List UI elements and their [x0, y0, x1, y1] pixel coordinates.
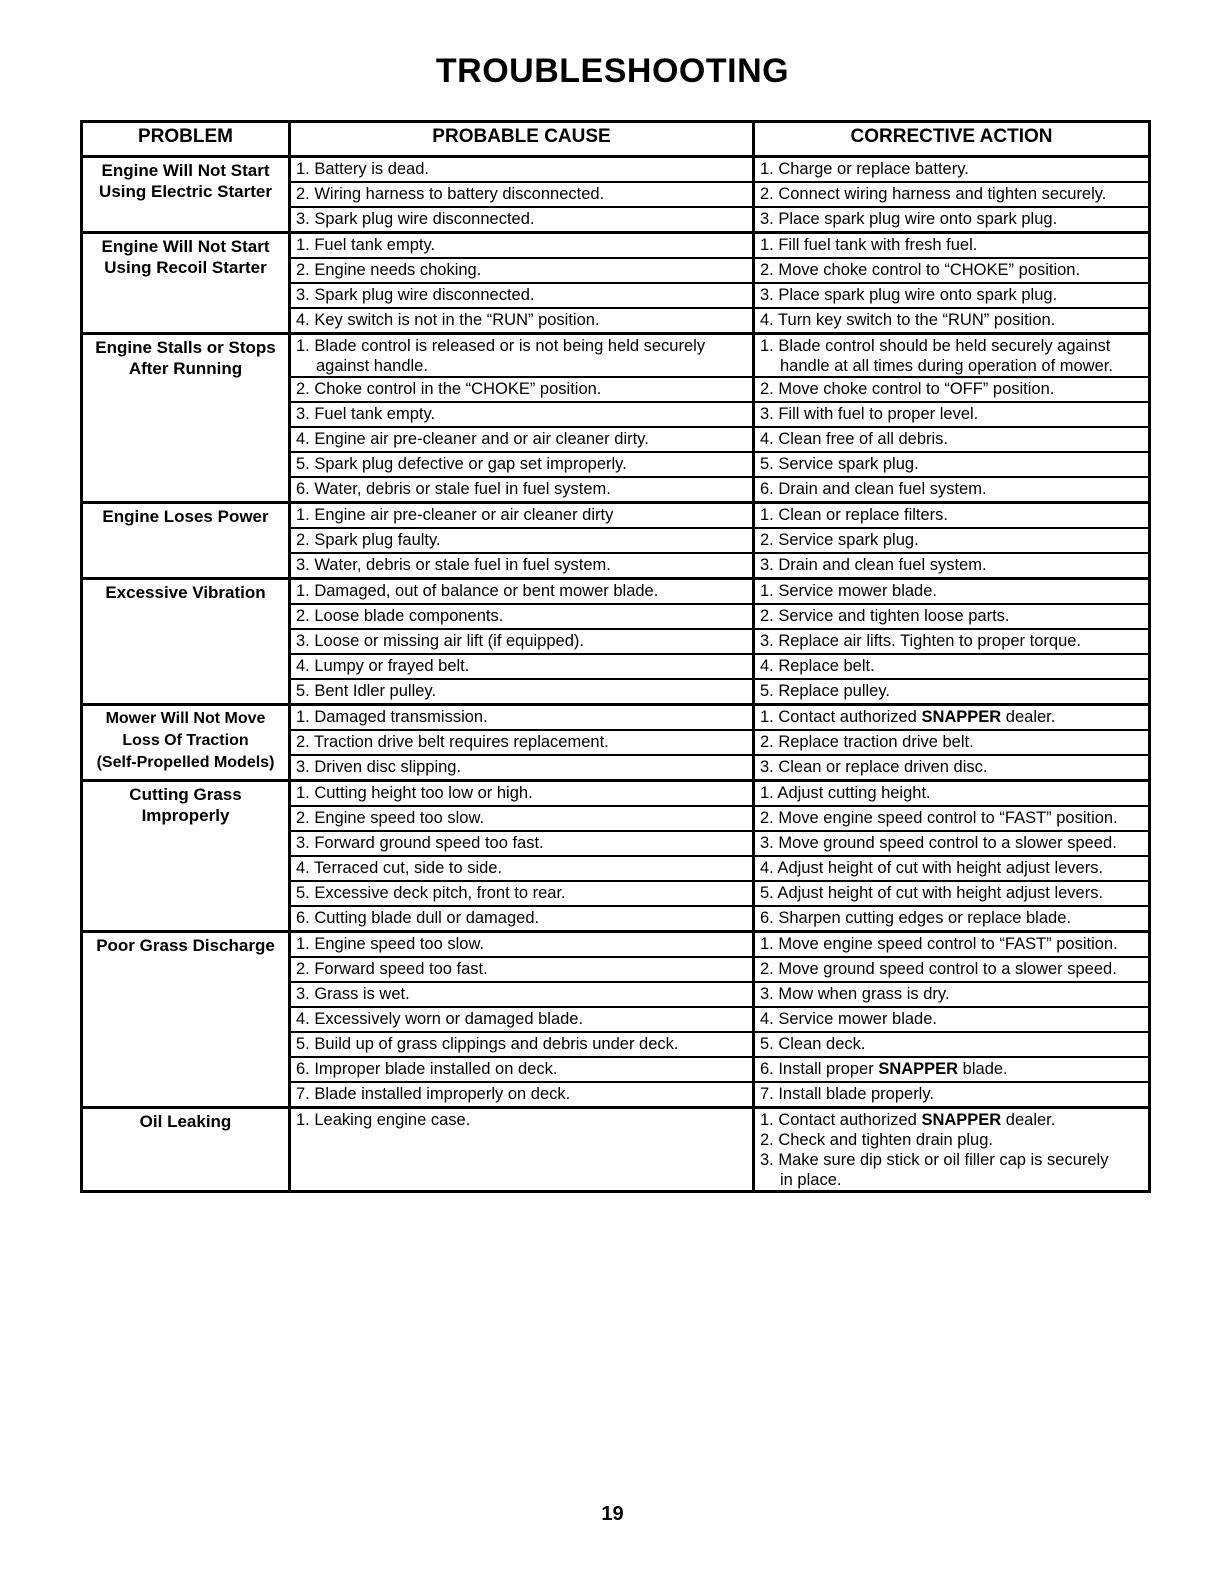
- corrective-action-text: 2. Move engine speed control to “FAST” position.: [760, 809, 1118, 827]
- corrective-action-text: 4. Service mower blade.: [760, 1010, 937, 1028]
- probable-cause-cell: [291, 907, 755, 930]
- corrective-action-text: [760, 706, 1148, 729]
- probable-cause-cell: [291, 857, 755, 880]
- corrective-action-text: 2. Connect wiring harness and tighten securely.: [760, 185, 1107, 203]
- corrective-action-text: 1. Fill fuel tank with fresh fuel.: [760, 236, 978, 254]
- page-number: 19: [601, 1503, 624, 1525]
- probable-cause-text: 4. Engine air pre-cleaner and or air cleaner dirty.: [296, 430, 649, 448]
- corrective-action-text: 6. Drain and clean fuel system.: [760, 480, 987, 498]
- probable-cause-cell: [291, 680, 755, 703]
- table-row: [291, 706, 1148, 731]
- corrective-action-prefix: 6. Install proper: [760, 1060, 879, 1078]
- corrective-action-text: 3. Mow when grass is dry.: [760, 985, 950, 1003]
- corrective-action-text: 3. Place spark plug wire onto spark plug.: [760, 286, 1058, 304]
- problem-label-line: Mower Will Not Move: [105, 710, 266, 727]
- corrective-action-cell: [755, 655, 1148, 678]
- problem-label-line: Loss Of Traction: [122, 732, 249, 749]
- problem-label-line: Cutting Grass: [129, 785, 242, 804]
- probable-cause-cell: [291, 554, 755, 577]
- table-row: [291, 259, 1148, 284]
- problem-label-line: Engine Stalls or Stops: [95, 338, 276, 357]
- corrective-action-cell: [755, 580, 1148, 603]
- problem-group: [83, 335, 1148, 504]
- table-row: [291, 529, 1148, 554]
- table-row: [291, 378, 1148, 403]
- problem-group: [83, 1109, 1148, 1190]
- corrective-action-text: 1. Charge or replace battery.: [760, 160, 969, 178]
- problem-label-line: Using Recoil Starter: [104, 258, 267, 277]
- problem-label: [83, 580, 291, 703]
- corrective-action-cell: [755, 1083, 1148, 1106]
- corrective-action-cell: [755, 857, 1148, 880]
- cause-action-list: [291, 782, 1148, 930]
- table-row: [291, 504, 1148, 529]
- cause-action-list: [291, 504, 1148, 577]
- table-row: [291, 807, 1148, 832]
- cause-action-list: [291, 1109, 1148, 1190]
- probable-cause-text: 4. Excessively worn or damaged blade.: [296, 1010, 584, 1028]
- corrective-action-text: 2. Check and tighten drain plug.: [760, 1131, 993, 1149]
- problem-group: [83, 158, 1148, 234]
- problem-label: [83, 933, 291, 1106]
- probable-cause-text: 2. Loose blade components.: [296, 607, 504, 625]
- table-row: [291, 453, 1148, 478]
- table-row: [291, 907, 1148, 930]
- corrective-action-cell: [755, 478, 1148, 501]
- corrective-action-text: 6. Sharpen cutting edges or replace blade.: [760, 909, 1071, 927]
- cause-action-list: [291, 706, 1148, 779]
- probable-cause-cell: [291, 756, 755, 779]
- probable-cause-cell: [291, 428, 755, 451]
- corrective-action-text: 3. Clean or replace driven disc.: [760, 758, 988, 776]
- corrective-action-text: 5. Adjust height of cut with height adjust levers.: [760, 884, 1104, 902]
- corrective-action-text: 3. Place spark plug wire onto spark plug.: [760, 210, 1058, 228]
- corrective-action-cell: [755, 335, 1148, 376]
- problem-label: [83, 1109, 291, 1190]
- problem-label: [83, 782, 291, 930]
- probable-cause-cell: [291, 832, 755, 855]
- corrective-action-cell: [755, 807, 1148, 830]
- table-row: [291, 309, 1148, 332]
- probable-cause-cell: [291, 630, 755, 653]
- probable-cause-cell: [291, 1033, 755, 1056]
- probable-cause-cell: [291, 478, 755, 501]
- table-row: [291, 983, 1148, 1008]
- corrective-action-text: 5. Service spark plug.: [760, 455, 919, 473]
- brand-name: SNAPPER: [921, 708, 1002, 726]
- problem-label-line: Using Electric Starter: [99, 182, 272, 201]
- probable-cause-text: 7. Blade installed improperly on deck.: [296, 1085, 571, 1103]
- corrective-action-text: 5. Clean deck.: [760, 1035, 866, 1053]
- probable-cause-cell: [291, 1058, 755, 1081]
- problem-label-line: After Running: [128, 359, 243, 378]
- corrective-action-suffix: blade.: [958, 1060, 1008, 1078]
- probable-cause-cell: [291, 529, 755, 552]
- corrective-action-cell: [755, 309, 1148, 332]
- probable-cause-cell: [291, 958, 755, 981]
- corrective-action-text: 3. Fill with fuel to proper level.: [760, 405, 979, 423]
- probable-cause-text: 2. Choke control in the “CHOKE” position.: [296, 380, 602, 398]
- probable-cause-text: 3. Spark plug wire disconnected.: [296, 286, 535, 304]
- corrective-action-text: 1. Clean or replace filters.: [760, 506, 949, 524]
- probable-cause-text: 2. Engine needs choking.: [296, 261, 482, 279]
- corrective-action-text: 3. Drain and clean fuel system.: [760, 556, 987, 574]
- probable-cause-text: 4. Lumpy or frayed belt.: [296, 657, 470, 675]
- problem-group: [83, 504, 1148, 580]
- corrective-action-text: 5. Replace pulley.: [760, 682, 890, 700]
- probable-cause-text: 4. Terraced cut, side to side.: [296, 859, 503, 877]
- probable-cause-text: 3. Forward ground speed too fast.: [296, 834, 544, 852]
- problem-group: [83, 933, 1148, 1109]
- problem-group: [83, 706, 1148, 782]
- probable-cause-text-cont: against handle.: [316, 357, 428, 375]
- problem-label-line: Oil Leaking: [139, 1112, 232, 1131]
- table-row: [291, 882, 1148, 907]
- probable-cause-text: 3. Water, debris or stale fuel in fuel system.: [296, 556, 611, 574]
- corrective-action-cell: [755, 208, 1148, 231]
- probable-cause-text: 1. Blade control is released or is not being held securely: [296, 337, 706, 355]
- table-row: [291, 630, 1148, 655]
- probable-cause-text: 3. Driven disc slipping.: [296, 758, 462, 776]
- probable-cause-cell: [291, 403, 755, 426]
- corrective-action-text: 2. Service spark plug.: [760, 531, 919, 549]
- corrective-action-text: [760, 1058, 1148, 1081]
- probable-cause-text: 1. Engine speed too slow.: [296, 935, 485, 953]
- probable-cause-text: 5. Spark plug defective or gap set improperly.: [296, 455, 627, 473]
- probable-cause-cell: [291, 882, 755, 905]
- corrective-action-cell: [755, 680, 1148, 703]
- corrective-action-cell: [755, 158, 1148, 181]
- corrective-action-text: 1. Blade control should be held securely against: [760, 337, 1111, 355]
- corrective-action-cell: [755, 983, 1148, 1006]
- corrective-action-text: 2. Replace traction drive belt.: [760, 733, 974, 751]
- corrective-action-text: 4. Turn key switch to the “RUN” position.: [760, 311, 1056, 329]
- corrective-action-cell: [755, 428, 1148, 451]
- table-row: [291, 554, 1148, 577]
- corrective-action-text: 2. Service and tighten loose parts.: [760, 607, 1010, 625]
- probable-cause-text: 2. Spark plug faulty.: [296, 531, 441, 549]
- probable-cause-text: 2. Forward speed too fast.: [296, 960, 488, 978]
- corrective-action-cell: [755, 1109, 1148, 1190]
- corrective-action-cell: [755, 756, 1148, 779]
- probable-cause-text: 6. Cutting blade dull or damaged.: [296, 909, 540, 927]
- table-row: [291, 403, 1148, 428]
- table-header: [83, 123, 1148, 158]
- probable-cause-cell: [291, 782, 755, 805]
- corrective-action-cell: [755, 1058, 1148, 1081]
- table-row: [291, 1033, 1148, 1058]
- cause-action-list: [291, 234, 1148, 332]
- probable-cause-text: 5. Excessive deck pitch, front to rear.: [296, 884, 566, 902]
- table-row: [291, 335, 1148, 378]
- corrective-action-cell: [755, 504, 1148, 527]
- probable-cause-cell: [291, 605, 755, 628]
- table-row: [291, 680, 1148, 703]
- probable-cause-text: 3. Fuel tank empty.: [296, 405, 436, 423]
- corrective-action-text: 3. Make sure dip stick or oil filler cap is securely: [760, 1151, 1109, 1169]
- corrective-action-text: 1. Move engine speed control to “FAST” position.: [760, 935, 1118, 953]
- table-row: [291, 1008, 1148, 1033]
- corrective-action-cell: [755, 403, 1148, 426]
- troubleshooting-table: [80, 120, 1151, 1193]
- probable-cause-text: 1. Battery is dead.: [296, 160, 429, 178]
- corrective-action-text: 2. Move choke control to “OFF” position.: [760, 380, 1055, 398]
- problem-label-line: Improperly: [141, 806, 230, 825]
- probable-cause-text: 5. Bent Idler pulley.: [296, 682, 437, 700]
- corrective-action-text: 3. Move ground speed control to a slower speed.: [760, 834, 1117, 852]
- header-probable-cause: PROBABLE CAUSE: [291, 123, 755, 155]
- probable-cause-text: 1. Engine air pre-cleaner or air cleaner dirty: [296, 506, 614, 524]
- problem-label: [83, 504, 291, 577]
- header-problem: PROBLEM: [83, 123, 291, 155]
- table-row: [291, 1058, 1148, 1083]
- corrective-action-cell: [755, 378, 1148, 401]
- probable-cause-cell: [291, 259, 755, 282]
- corrective-action-cell: [755, 933, 1148, 956]
- table-row: [291, 208, 1148, 231]
- probable-cause-text: 2. Engine speed too slow.: [296, 809, 485, 827]
- corrective-action-text: 1. Adjust cutting height.: [760, 784, 931, 802]
- corrective-action-cell: [755, 630, 1148, 653]
- cause-action-list: [291, 158, 1148, 231]
- corrective-action-cell: [755, 453, 1148, 476]
- probable-cause-cell: [291, 284, 755, 307]
- table-row: [291, 731, 1148, 756]
- probable-cause-cell: [291, 378, 755, 401]
- corrective-action-cell: [755, 958, 1148, 981]
- corrective-action-text: 4. Clean free of all debris.: [760, 430, 949, 448]
- probable-cause-cell: [291, 453, 755, 476]
- table-row: [291, 284, 1148, 309]
- table-row: [291, 183, 1148, 208]
- problem-label-line: Poor Grass Discharge: [96, 936, 275, 955]
- corrective-action-text-cont: in place.: [780, 1171, 842, 1189]
- probable-cause-text: 3. Loose or missing air lift (if equipped).: [296, 632, 584, 650]
- corrective-action-text: 4. Replace belt.: [760, 657, 875, 675]
- corrective-action-text: 2. Move ground speed control to a slower speed.: [760, 960, 1117, 978]
- corrective-action-cell: [755, 782, 1148, 805]
- table-row: [291, 1109, 1148, 1190]
- corrective-action-cell: [755, 259, 1148, 282]
- corrective-action-cell: [755, 284, 1148, 307]
- probable-cause-cell: [291, 731, 755, 754]
- corrective-action-text: 7. Install blade properly.: [760, 1085, 934, 1103]
- corrective-action-text: 4. Adjust height of cut with height adjust levers.: [760, 859, 1104, 877]
- probable-cause-cell: [291, 1109, 755, 1190]
- table-row: [291, 655, 1148, 680]
- corrective-action-text: 3. Replace air lifts. Tighten to proper torque.: [760, 632, 1082, 650]
- corrective-action-text: 1. Service mower blade.: [760, 582, 937, 600]
- problem-group: [83, 234, 1148, 335]
- corrective-action-cell: [755, 529, 1148, 552]
- table-row: [291, 428, 1148, 453]
- probable-cause-text: 6. Water, debris or stale fuel in fuel system.: [296, 480, 611, 498]
- problem-group: [83, 580, 1148, 706]
- probable-cause-cell: [291, 335, 755, 376]
- probable-cause-cell: [291, 983, 755, 1006]
- table-row: [291, 580, 1148, 605]
- page-title: TROUBLESHOOTING: [435, 52, 790, 90]
- table-row: [291, 478, 1148, 501]
- table-row: [291, 1083, 1148, 1106]
- probable-cause-text: 6. Improper blade installed on deck.: [296, 1060, 558, 1078]
- probable-cause-text: 1. Leaking engine case.: [296, 1111, 471, 1129]
- probable-cause-text: 1. Damaged, out of balance or bent mower blade.: [296, 582, 659, 600]
- corrective-action-cell: [755, 234, 1148, 257]
- corrective-action-text: 2. Move choke control to “CHOKE” position.: [760, 261, 1081, 279]
- table-row: [291, 832, 1148, 857]
- problem-label: [83, 706, 291, 779]
- problem-label-line: Engine Will Not Start: [101, 161, 270, 180]
- corrective-action-text: 1. Contact authorized SNAPPER dealer.: [760, 1111, 1056, 1129]
- corrective-action-cell: [755, 554, 1148, 577]
- probable-cause-text: 4. Key switch is not in the “RUN” position.: [296, 311, 600, 329]
- corrective-action-cell: [755, 731, 1148, 754]
- probable-cause-cell: [291, 807, 755, 830]
- corrective-action-cell: [755, 1008, 1148, 1031]
- corrective-action-text-cont: handle at all times during operation of mower.: [780, 357, 1113, 375]
- corrective-action-cell: [755, 1033, 1148, 1056]
- probable-cause-cell: [291, 183, 755, 206]
- probable-cause-cell: [291, 158, 755, 181]
- corrective-action-cell: [755, 907, 1148, 930]
- problem-label-line: Engine Loses Power: [102, 507, 269, 526]
- brand-name: SNAPPER: [921, 1111, 1002, 1129]
- probable-cause-text: 5. Build up of grass clippings and debris under deck.: [296, 1035, 679, 1053]
- probable-cause-cell: [291, 208, 755, 231]
- cause-action-list: [291, 933, 1148, 1106]
- corrective-action-prefix: 1. Contact authorized: [760, 708, 922, 726]
- problem-label: [83, 158, 291, 231]
- probable-cause-cell: [291, 933, 755, 956]
- problem-label-line: (Self-Propelled Models): [96, 754, 275, 771]
- problem-label: [83, 234, 291, 332]
- problem-label-line: Excessive Vibration: [105, 583, 266, 602]
- corrective-action-suffix: dealer.: [1001, 708, 1056, 726]
- corrective-action-cell: [755, 832, 1148, 855]
- table-row: [291, 933, 1148, 958]
- header-corrective-action: CORRECTIVE ACTION: [850, 126, 1053, 147]
- cause-action-list: [291, 580, 1148, 703]
- brand-name: SNAPPER: [878, 1060, 959, 1078]
- probable-cause-cell: [291, 234, 755, 257]
- corrective-action-cell: [755, 882, 1148, 905]
- probable-cause-text: 3. Grass is wet.: [296, 985, 410, 1003]
- probable-cause-text: 3. Spark plug wire disconnected.: [296, 210, 535, 228]
- probable-cause-cell: [291, 580, 755, 603]
- probable-cause-text: 1. Cutting height too low or high.: [296, 784, 533, 802]
- probable-cause-text: 1. Damaged transmission.: [296, 708, 488, 726]
- corrective-action-cell: [755, 183, 1148, 206]
- table-row: [291, 958, 1148, 983]
- table-row: [291, 857, 1148, 882]
- table-row: [291, 756, 1148, 779]
- probable-cause-text: 2. Wiring harness to battery disconnected.: [296, 185, 605, 203]
- corrective-action-cell: [755, 706, 1148, 729]
- probable-cause-cell: [291, 504, 755, 527]
- table-row: [291, 158, 1148, 183]
- table-row: [291, 234, 1148, 259]
- corrective-action-cell: [755, 605, 1148, 628]
- table-body: [83, 158, 1148, 1190]
- probable-cause-cell: [291, 1008, 755, 1031]
- probable-cause-cell: [291, 309, 755, 332]
- probable-cause-cell: [291, 1083, 755, 1106]
- probable-cause-text: 1. Fuel tank empty.: [296, 236, 436, 254]
- probable-cause-cell: [291, 706, 755, 729]
- table-row: [291, 782, 1148, 807]
- table-row: [291, 605, 1148, 630]
- problem-label: [83, 335, 291, 501]
- cause-action-list: [291, 335, 1148, 501]
- problem-group: [83, 782, 1148, 933]
- probable-cause-text: 2. Traction drive belt requires replacement.: [296, 733, 609, 751]
- probable-cause-cell: [291, 655, 755, 678]
- problem-label-line: Engine Will Not Start: [101, 237, 270, 256]
